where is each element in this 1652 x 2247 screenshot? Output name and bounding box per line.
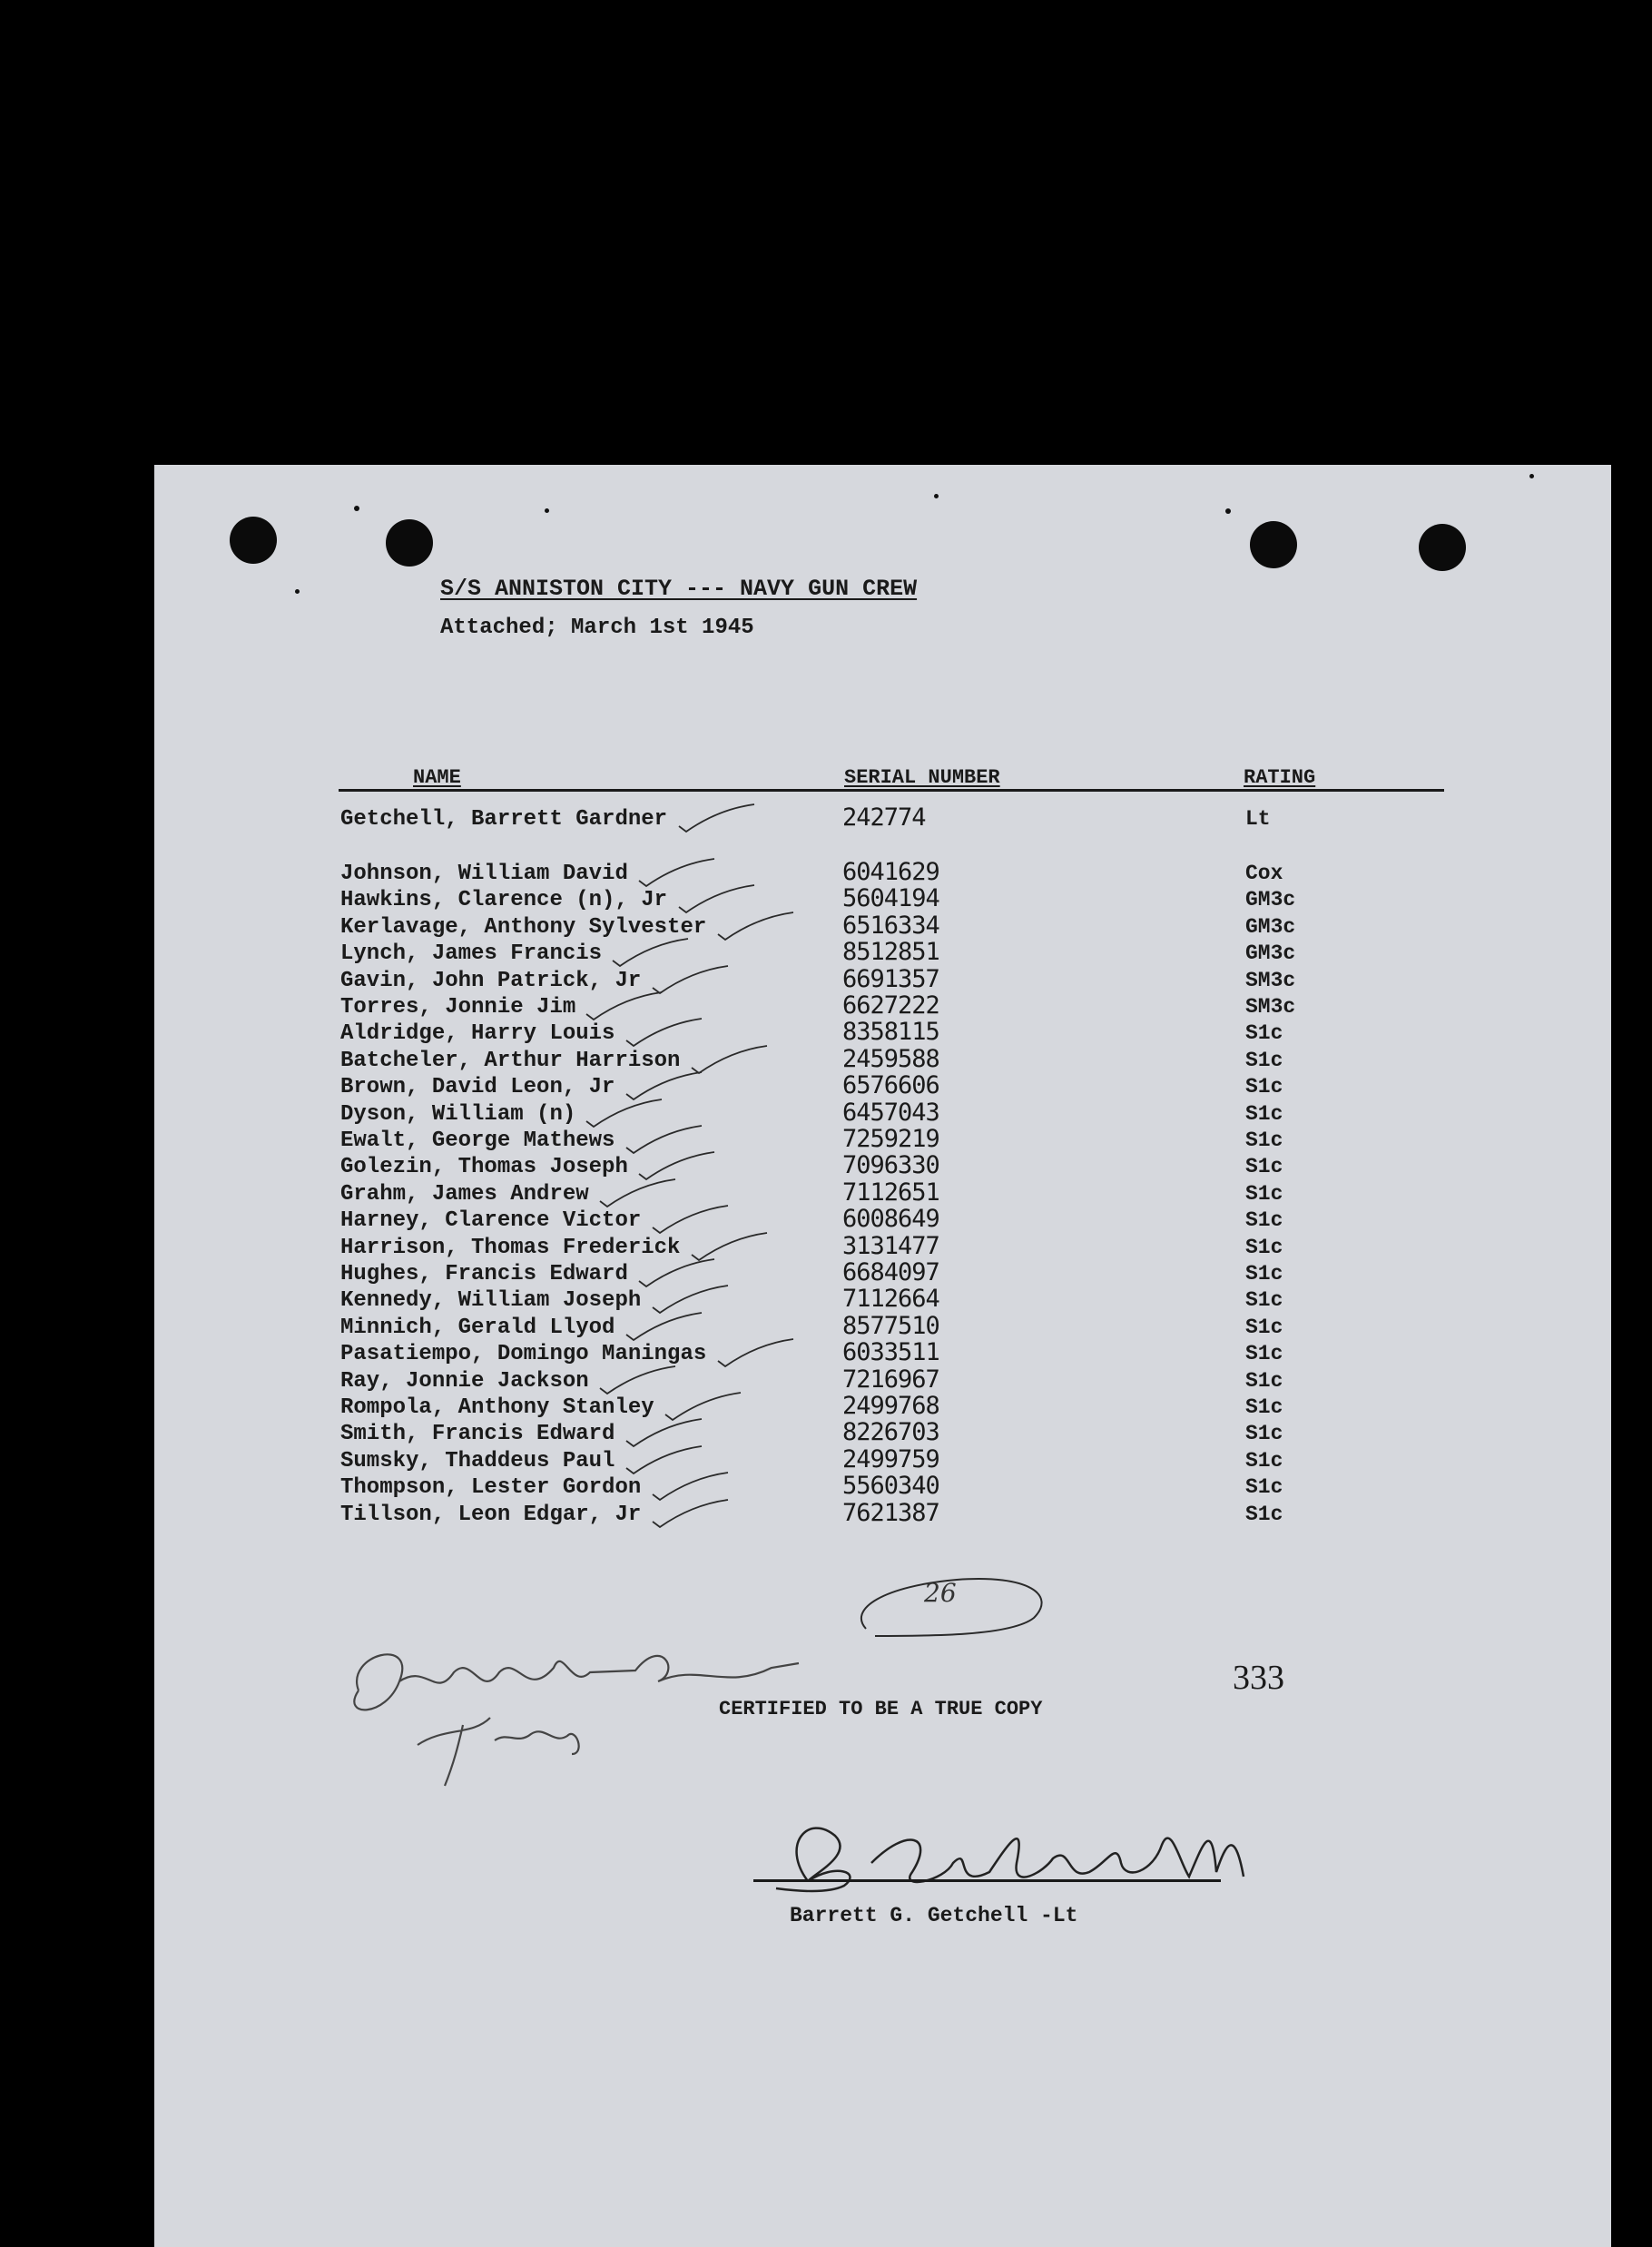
signature-line	[753, 1879, 1221, 1882]
checkmark-icon	[716, 909, 798, 945]
rating-header: RATING	[1244, 766, 1316, 789]
crew-name: Getchell, Barrett Gardner	[340, 807, 668, 832]
crew-serial: 6033511	[842, 1338, 939, 1367]
crew-serial: 2459588	[842, 1044, 939, 1073]
crew-rating: S1c	[1245, 1101, 1283, 1126]
crew-serial: 8358115	[842, 1018, 939, 1047]
crew-rating: S1c	[1245, 1448, 1283, 1473]
attached-date: Attached; March 1st 1945	[440, 616, 754, 640]
crew-name: Brown, David Leon, Jr	[340, 1075, 615, 1100]
document-page	[154, 465, 1611, 2247]
crew-serial: 8577510	[842, 1311, 939, 1340]
crew-rating: S1c	[1245, 1342, 1283, 1366]
crew-serial: 8226703	[842, 1418, 939, 1447]
page-number: 333	[1233, 1659, 1284, 1697]
crew-name: Rompola, Anthony Stanley	[340, 1395, 654, 1420]
crew-serial: 2499768	[842, 1392, 939, 1420]
crew-serial: 6008649	[842, 1205, 939, 1234]
crew-rating: SM3c	[1245, 995, 1296, 1019]
signature-name: Barrett G. Getchell -Lt	[790, 1904, 1078, 1927]
checkmark-icon	[716, 1335, 798, 1372]
certified-text: CERTIFIED TO BE A TRUE COPY	[719, 1698, 1043, 1720]
crew-name: Harney, Clarence Victor	[340, 1208, 642, 1234]
speck	[354, 506, 359, 511]
crew-rating: GM3c	[1245, 941, 1296, 966]
crew-name: Gavin, John Patrick, Jr	[340, 968, 642, 993]
crew-serial: 6576606	[842, 1071, 939, 1100]
crew-rating: S1c	[1245, 1288, 1283, 1313]
crew-rating: Lt	[1245, 807, 1271, 831]
crew-rating: SM3c	[1245, 968, 1296, 992]
speck	[545, 508, 549, 513]
crew-name: Grahm, James Andrew	[340, 1181, 589, 1207]
crew-name: Ewalt, George Mathews	[340, 1128, 615, 1153]
checkmark-icon	[624, 1309, 706, 1345]
crew-rating: S1c	[1245, 1422, 1283, 1446]
crew-rating: S1c	[1245, 1235, 1283, 1259]
crew-serial: 6457043	[842, 1098, 939, 1127]
crew-serial: 7216967	[842, 1365, 939, 1394]
crew-name: Tillson, Leon Edgar, Jr	[340, 1502, 642, 1527]
crew-name: Harrison, Thomas Frederick	[340, 1235, 681, 1260]
crew-rating: S1c	[1245, 1208, 1283, 1233]
crew-rating: S1c	[1245, 1075, 1283, 1099]
crew-rating: S1c	[1245, 1475, 1283, 1500]
speck	[1225, 508, 1231, 514]
crew-rating: GM3c	[1245, 888, 1296, 912]
crew-name: Sumsky, Thaddeus Paul	[340, 1448, 615, 1473]
crew-name: Pasatiempo, Domingo Maningas	[340, 1342, 707, 1367]
crew-name: Kennedy, William Joseph	[340, 1288, 642, 1314]
handwritten-count: 26	[924, 1578, 957, 1608]
header-rule	[339, 789, 1444, 792]
speck	[295, 589, 300, 594]
crew-name: Dyson, William (n)	[340, 1101, 576, 1127]
crew-rating: GM3c	[1245, 914, 1296, 939]
punch-hole	[1419, 524, 1466, 571]
checkmark-icon	[651, 1496, 733, 1532]
punch-hole	[1250, 521, 1297, 568]
crew-rating: S1c	[1245, 1395, 1283, 1419]
crew-serial: 6691357	[842, 964, 939, 993]
crew-serial: 7112664	[842, 1285, 939, 1314]
crew-rating: S1c	[1245, 1262, 1283, 1286]
crew-serial: 6684097	[842, 1258, 939, 1286]
document-title: S/S ANNISTON CITY --- NAVY GUN CREW	[440, 576, 918, 602]
crew-serial: 7096330	[842, 1151, 939, 1180]
crew-name: Torres, Jonnie Jim	[340, 995, 576, 1020]
crew-name: Smith, Francis Edward	[340, 1422, 615, 1447]
crew-serial: 242774	[842, 803, 926, 832]
crew-name: Thompson, Lester Gordon	[340, 1475, 642, 1501]
name-header: NAME	[413, 766, 461, 789]
crew-serial: 5604194	[842, 884, 939, 913]
crew-name: Johnson, William David	[340, 862, 628, 886]
serial-header: SERIAL NUMBER	[844, 766, 1000, 789]
crew-serial: 5560340	[842, 1472, 939, 1501]
punch-hole	[386, 519, 433, 567]
crew-serial: 6627222	[842, 991, 939, 1020]
crew-serial: 6041629	[842, 858, 939, 886]
officer-signature	[753, 1808, 1334, 1908]
crew-rating: S1c	[1245, 1048, 1283, 1072]
crew-rating: Cox	[1245, 862, 1283, 885]
crew-rating: S1c	[1245, 1181, 1283, 1206]
crew-serial: 3131477	[842, 1231, 939, 1260]
crew-name: Kerlavage, Anthony Sylvester	[340, 914, 707, 940]
crew-name: Ray, Jonnie Jackson	[340, 1368, 589, 1394]
crew-serial: 6516334	[842, 911, 939, 940]
checkmark-icon	[677, 801, 759, 837]
crew-serial: 2499759	[842, 1444, 939, 1473]
crew-name: Hawkins, Clarence (n), Jr	[340, 888, 668, 913]
crew-name: Golezin, Thomas Joseph	[340, 1155, 628, 1180]
crew-rating: S1c	[1245, 1502, 1283, 1526]
crew-serial: 7259219	[842, 1125, 939, 1153]
crew-rating: S1c	[1245, 1128, 1283, 1152]
crew-rating: S1c	[1245, 1315, 1283, 1339]
punch-hole	[230, 517, 277, 564]
crew-name: Lynch, James Francis	[340, 941, 603, 967]
crew-rating: S1c	[1245, 1368, 1283, 1393]
crew-name: Aldridge, Harry Louis	[340, 1021, 615, 1047]
speck	[934, 494, 939, 498]
crew-rating: S1c	[1245, 1021, 1283, 1046]
crew-serial: 8512851	[842, 938, 939, 967]
crew-name: Hughes, Francis Edward	[340, 1262, 628, 1286]
crew-name: Minnich, Gerald Llyod	[340, 1315, 615, 1340]
crew-serial: 7621387	[842, 1498, 939, 1527]
crew-name: Batcheler, Arthur Harrison	[340, 1048, 681, 1073]
crew-rating: S1c	[1245, 1155, 1283, 1179]
crew-serial: 7112651	[842, 1178, 939, 1207]
speck	[1529, 474, 1534, 478]
